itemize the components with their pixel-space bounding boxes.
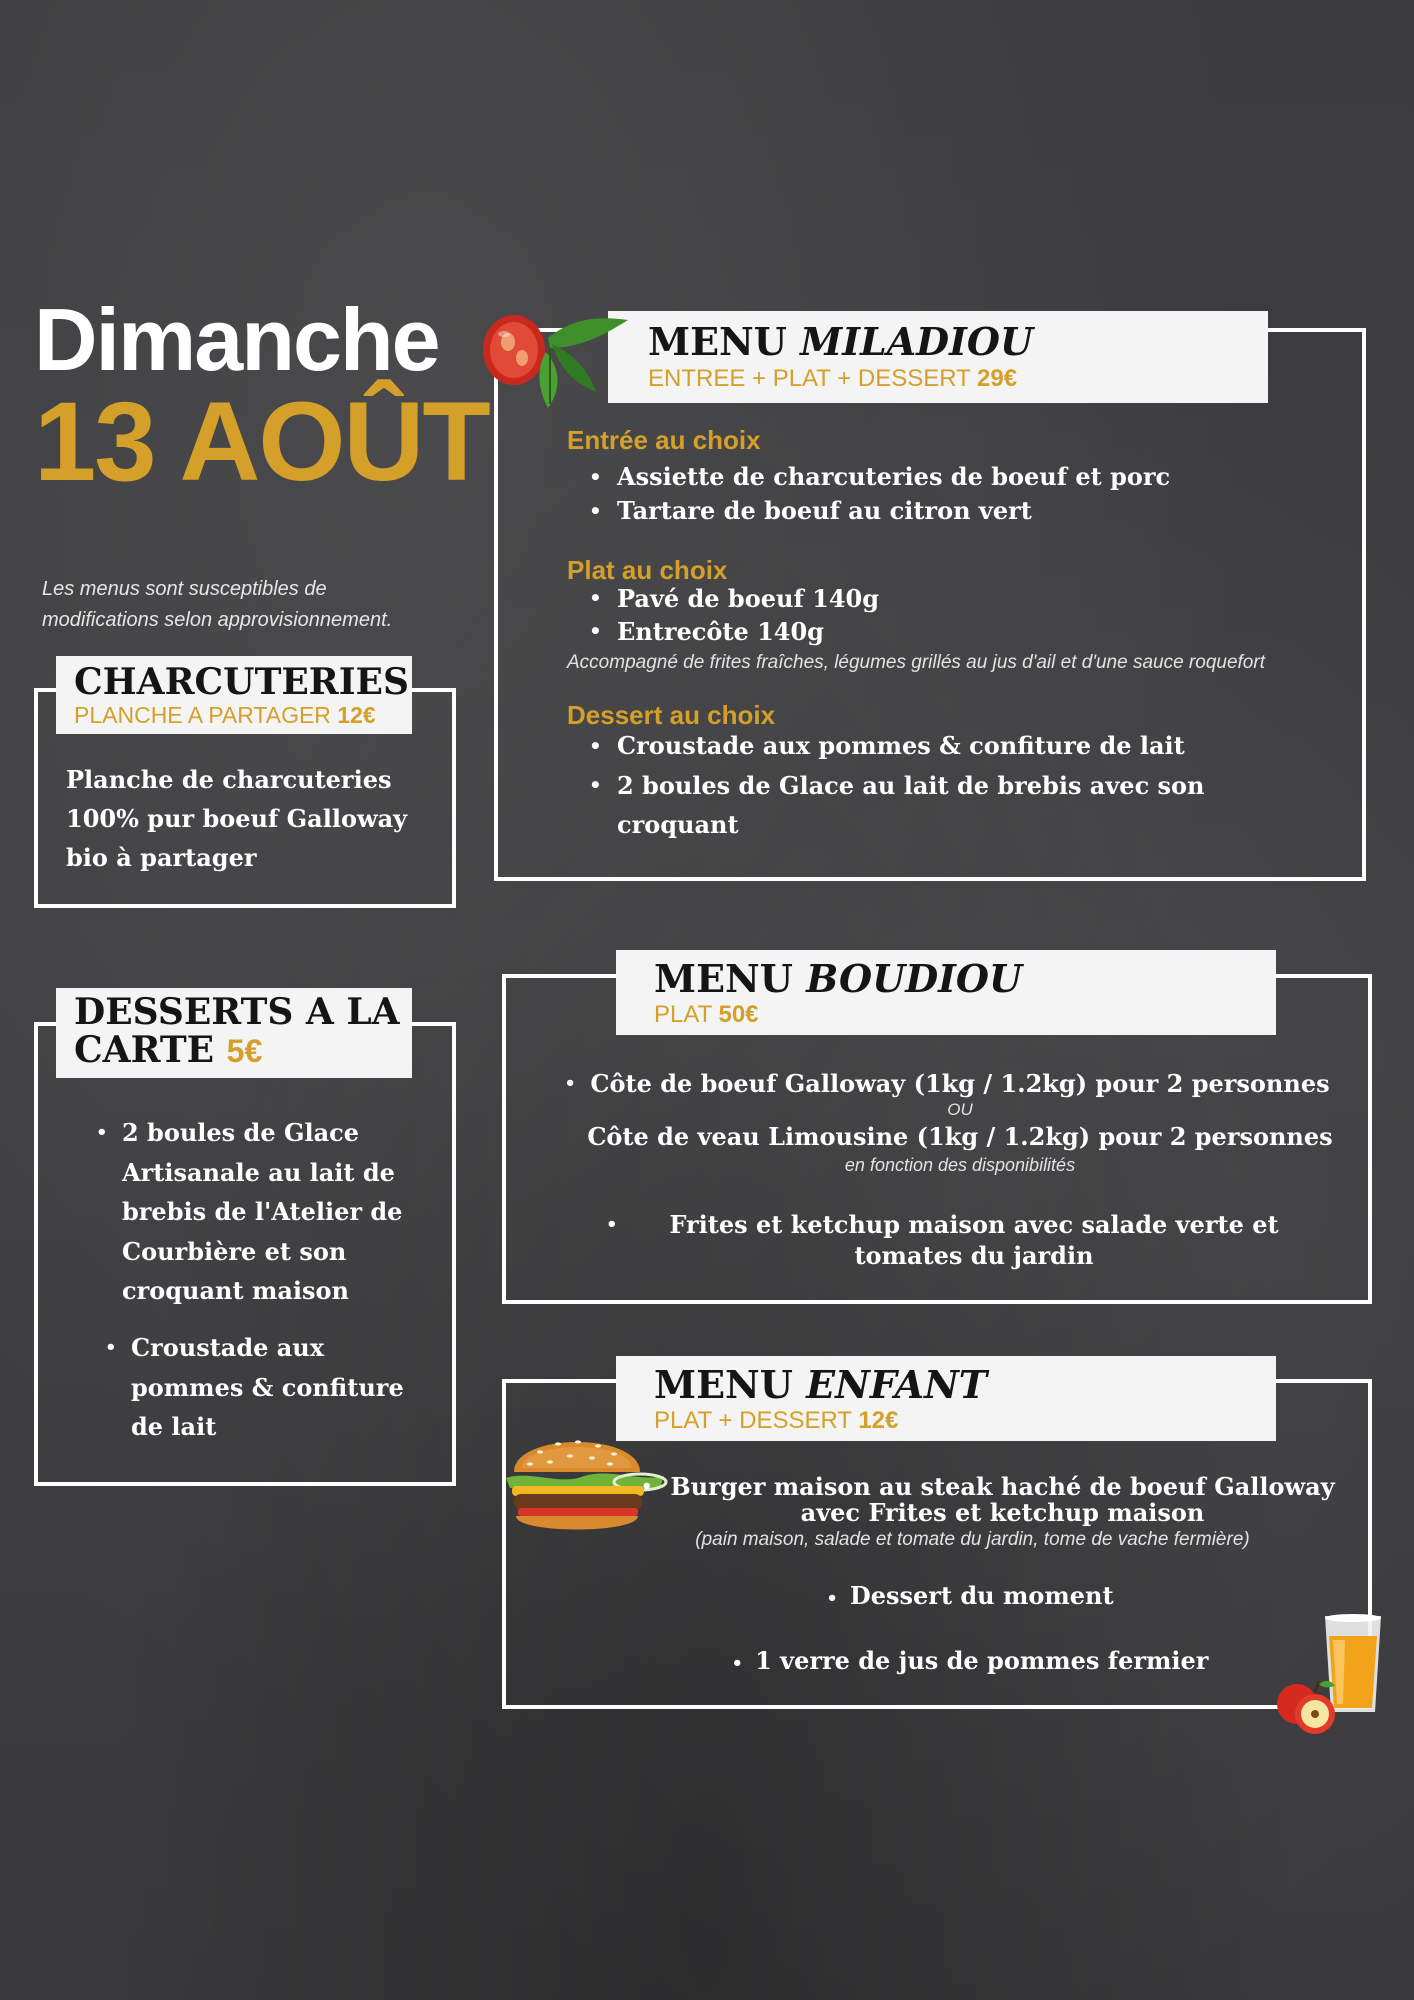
enfant-item-1-line-1: Burger maison au steak haché de boeuf Galloway bbox=[670, 1472, 1335, 1501]
enfant-item-1-text bbox=[641, 1472, 1360, 1527]
list-item: • Tartare de boeuf au citron vert bbox=[617, 494, 1337, 528]
menu-boudiou-title-prefix: MENU bbox=[654, 956, 793, 1001]
desserts-item-2-line-3: de lait bbox=[131, 1412, 217, 1441]
tomato-basil-icon bbox=[478, 308, 628, 412]
desserts-item-1-line-4: Courbière et son bbox=[122, 1236, 347, 1266]
menu-miladiou-price: 29€ bbox=[977, 365, 1018, 392]
enfant-item-3-text: 1 verre de jus de pommes fermier bbox=[755, 1646, 1209, 1675]
boudiou-item-2 bbox=[606, 1209, 1334, 1271]
menu-miladiou-title-prefix: MENU bbox=[648, 319, 787, 364]
boudiou-item-1 bbox=[560, 1068, 1360, 1176]
list-item: • Entrecôte 140g bbox=[617, 615, 1337, 648]
desserts-item-1-line-2: Artisanale au lait de bbox=[122, 1157, 395, 1187]
list-item: • Pavé de boeuf 140g bbox=[617, 582, 1337, 615]
enfant-item-1-line-2: avec Frites et ketchup maison bbox=[800, 1498, 1205, 1527]
menu-miladiou-subtitle bbox=[648, 367, 1268, 391]
menu-boudiou-tab bbox=[616, 950, 1276, 1035]
desserts-item-2 bbox=[105, 1328, 441, 1447]
desserts-item-2-line-1: Croustade aux bbox=[131, 1333, 325, 1362]
list-item: • Assiette de charcuteries de boeuf et porc bbox=[617, 460, 1337, 494]
charcuteries-line-1: Planche de charcuteries bbox=[66, 765, 392, 794]
boudiou-item-1-row bbox=[564, 1068, 1330, 1100]
menu-miladiou-title-name: MILADIOU bbox=[800, 319, 1034, 364]
boudiou-item-2-line-1: Frites et ketchup maison avec salade verte et bbox=[669, 1210, 1279, 1239]
charcuteries-tab bbox=[56, 656, 412, 734]
charcuteries-title: CHARCUTERIES bbox=[74, 661, 409, 703]
menu-miladiou-title bbox=[648, 319, 1268, 364]
charcuteries-subtitle-label: PLANCHE A PARTAGER bbox=[74, 702, 331, 728]
dessert-heading: Dessert au choix bbox=[567, 700, 776, 730]
availability-notice bbox=[42, 574, 462, 636]
desserts-title-line-2-wrap bbox=[74, 1029, 412, 1071]
bullet: • bbox=[96, 1122, 108, 1143]
dessert-2-line-1: • 2 boules de Glace au lait de brebis avec son bbox=[617, 771, 1205, 800]
entree-list bbox=[617, 460, 1337, 528]
desserts-item-1 bbox=[96, 1113, 442, 1311]
boudiou-item-1-text: Côte de boeuf Galloway (1kg / 1.2kg) pour 2 personnes bbox=[590, 1069, 1330, 1098]
menu-enfant-subtitle bbox=[654, 1409, 1276, 1433]
date-title: 13 AOÛT bbox=[34, 379, 489, 504]
desserts-title-line-1: DESSERTS A LA bbox=[74, 991, 400, 1033]
enfant-item-1-note: (pain maison, salade et tomate du jardin, tome de vache fermière) bbox=[695, 1529, 1250, 1550]
desserts-tab bbox=[56, 988, 412, 1078]
desserts-item-1-line-1: 2 boules de Glace bbox=[122, 1118, 359, 1147]
bullet: • bbox=[641, 1476, 653, 1497]
desserts-item-2-line-2: pommes & confiture bbox=[131, 1372, 404, 1402]
charcuteries-line-3: bio à partager bbox=[66, 843, 257, 872]
bullet: • bbox=[826, 1588, 838, 1609]
entree-heading: Entrée au choix bbox=[567, 425, 761, 455]
charcuteries-subtitle bbox=[74, 704, 412, 727]
desserts-item-1-line-3: brebis de l'Atelier de bbox=[122, 1197, 403, 1226]
charcuteries-price: 12€ bbox=[337, 702, 376, 728]
plat-note: Accompagné de frites fraîches, légumes grillés au jus d'ail et d'une sauce roquefort bbox=[567, 652, 1265, 673]
enfant-item-1 bbox=[641, 1472, 1360, 1554]
menu-miladiou-subtitle-label: ENTREE + PLAT + DESSERT bbox=[648, 365, 971, 392]
menu-enfant-price: 12€ bbox=[858, 1407, 899, 1434]
menu-enfant-subtitle-label: PLAT + DESSERT bbox=[654, 1407, 852, 1434]
notice-line-1: Les menus sont susceptibles de bbox=[42, 578, 327, 600]
menu-enfant-title-name: ENFANT bbox=[806, 1362, 988, 1407]
desserts-title-line-2: CARTE bbox=[74, 1029, 215, 1071]
plat-heading: Plat au choix bbox=[567, 555, 728, 585]
bullet: • bbox=[731, 1653, 744, 1674]
bullet: • bbox=[564, 1073, 576, 1094]
menu-boudiou-price: 50€ bbox=[718, 1001, 759, 1028]
plat-list bbox=[617, 582, 1337, 648]
enfant-item-2 bbox=[645, 1580, 1295, 1615]
menu-enfant-tab bbox=[616, 1356, 1276, 1441]
menu-boudiou-title bbox=[654, 956, 1276, 1001]
menu-boudiou-subtitle bbox=[654, 1003, 1276, 1027]
bullet: • bbox=[105, 1337, 117, 1358]
boudiou-item-1-alt: Côte de veau Limousine (1kg / 1.2kg) pour 2 personnes bbox=[587, 1122, 1333, 1151]
menu-boudiou-subtitle-label: PLAT bbox=[654, 1001, 712, 1028]
list-item: • Croustade aux pommes & confiture de lait bbox=[617, 728, 1337, 764]
enfant-item-3 bbox=[645, 1645, 1295, 1680]
desserts-item-1-line-5: croquant maison bbox=[122, 1276, 349, 1305]
menu-boudiou-title-name: BOUDIOU bbox=[806, 956, 1023, 1001]
day-title: Dimanche bbox=[34, 290, 439, 389]
charcuteries-line-2: 100% pur boeuf Galloway bbox=[66, 804, 408, 833]
desserts-price: 5€ bbox=[226, 1033, 263, 1069]
boudiou-item-2-line-2: tomates du jardin bbox=[854, 1241, 1094, 1270]
dessert-list bbox=[617, 728, 1337, 844]
menu-miladiou-tab bbox=[608, 311, 1268, 403]
charcuteries-description bbox=[66, 760, 446, 877]
menu-enfant-title-prefix: MENU bbox=[654, 1362, 793, 1407]
apple-juice-icon bbox=[1275, 1612, 1387, 1738]
notice-line-2: modifications selon approvisionnement. bbox=[42, 609, 393, 631]
boudiou-or: OU bbox=[947, 1100, 973, 1119]
enfant-item-2-text: Dessert du moment bbox=[849, 1581, 1114, 1610]
list-item bbox=[617, 766, 1337, 844]
menu-enfant-title bbox=[654, 1362, 1276, 1407]
bullet: • bbox=[606, 1214, 618, 1235]
boudiou-item-1-note: en fonction des disponibilités bbox=[844, 1155, 1076, 1175]
dessert-2-line-2: croquant bbox=[617, 810, 739, 839]
